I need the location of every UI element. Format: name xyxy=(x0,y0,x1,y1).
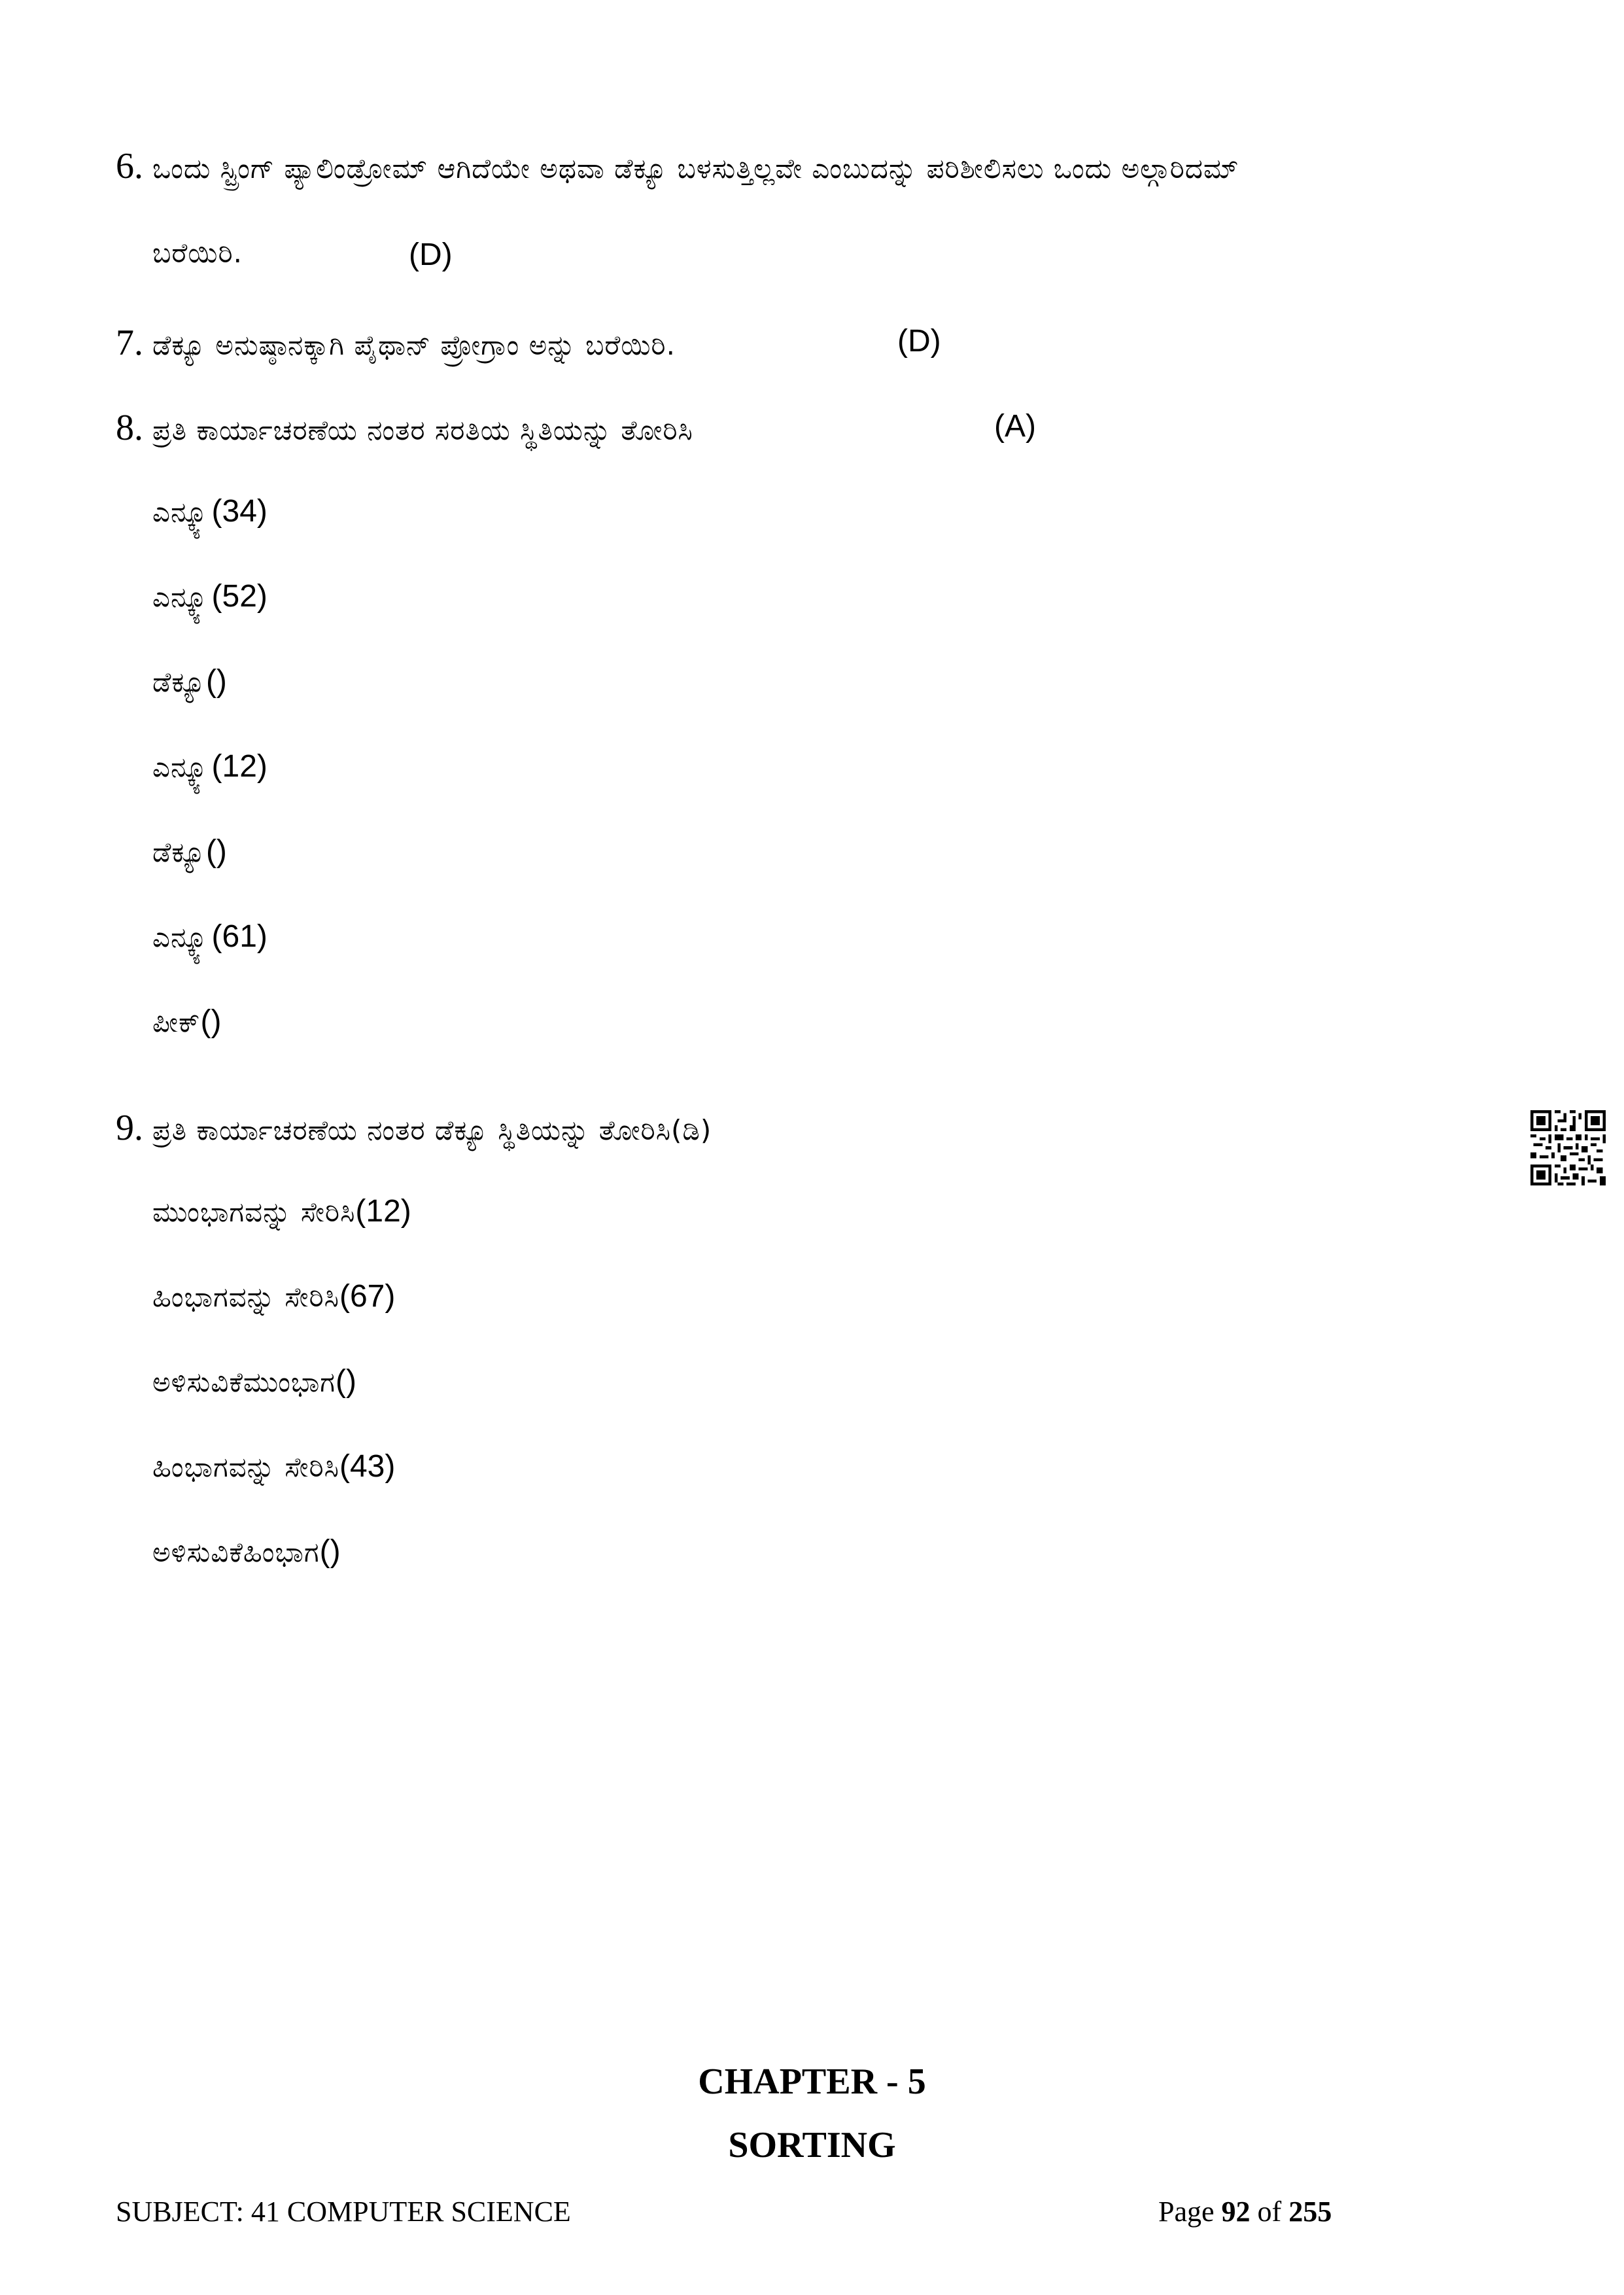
operation-item xyxy=(152,1278,395,1314)
operation-args: (61) xyxy=(211,919,268,954)
operation-args: (67) xyxy=(339,1279,396,1314)
operation-name: ಅಳಿಸುವಿಕೆಹಿಂಭಾಗ xyxy=(152,1536,320,1568)
operation-item xyxy=(152,493,268,529)
question-6 xyxy=(116,145,1239,187)
operation-args: () xyxy=(319,1534,341,1569)
operation-args: (52) xyxy=(211,579,268,614)
question-8 xyxy=(116,407,693,449)
chapter-heading: CHAPTER - 5 xyxy=(698,2061,926,2102)
question-6-continuation xyxy=(152,237,243,270)
operation-name: ಎನ್ಕ್ಯೂ xyxy=(152,581,212,613)
page-of: of xyxy=(1257,2196,1282,2228)
operation-name: ಡೆಕ್ಯೂ xyxy=(152,836,206,868)
operation-args: () xyxy=(205,664,227,699)
page-prefix: Page xyxy=(1158,2196,1215,2228)
difficulty-tag: (D) xyxy=(409,237,453,272)
operation-name: ಎನ್ಕ್ಯೂ xyxy=(152,921,212,953)
difficulty-tag: (D) xyxy=(897,324,941,359)
operation-item xyxy=(152,1193,411,1229)
question-9 xyxy=(116,1107,712,1149)
operation-name: ಪೀಕ್ xyxy=(152,1006,201,1038)
difficulty-tag: (A) xyxy=(994,409,1036,444)
operation-item xyxy=(152,1004,222,1040)
operation-args: () xyxy=(200,1004,222,1039)
question-text: ಪ್ರತಿ ಕಾರ್ಯಾಚರಣೆಯ ನಂತರ ಡೆಕ್ಯೂ ಸ್ಥಿತಿಯನ್ನು ತೋರಿಸಿ xyxy=(152,1114,672,1146)
operation-item xyxy=(152,1363,356,1399)
difficulty-tag: (ಡಿ) xyxy=(671,1114,712,1146)
question-number: 9. xyxy=(116,1108,143,1148)
chapter-title: SORTING xyxy=(728,2125,896,2165)
question-7 xyxy=(116,322,676,364)
operation-args: (12) xyxy=(211,749,268,784)
operation-name: ಡೆಕ್ಯೂ xyxy=(152,666,206,698)
operation-name: ಎನ್ಕ್ಯೂ xyxy=(152,496,212,528)
operation-item xyxy=(152,1448,395,1484)
operation-item xyxy=(152,833,227,869)
question-text: ಡೆಕ್ಯೂ ಅನುಷ್ಠಾನಕ್ಕಾಗಿ ಪೈಥಾನ್ ಪ್ರೋಗ್ರಾಂ ಅನ್ನು ಬರೆಯಿರಿ. xyxy=(152,329,676,361)
operation-args: (43) xyxy=(339,1449,396,1484)
operation-name: ಮುಂಭಾಗವನ್ನು ಸೇರಿಸಿ xyxy=(152,1196,356,1228)
question-text: ಒಂದು ಸ್ಟ್ರಿಂಗ್ ಪ್ಯಾಲಿಂಡ್ರೋಮ್ ಆಗಿದೆಯೇ ಅಥವಾ ಡೆಕ್ಯೂ ಬಳಸುತ್ತಿಲ್ಲವೇ ಎಂಬುದನ್ನು ಪರಿಶೀಲಿಸಲು ಒಂದು ಅಲ್ಗಾರಿದಮ್ xyxy=(152,152,1239,184)
operation-args: () xyxy=(205,834,227,869)
operation-name: ಅಳಿಸುವಿಕೆಮುಂಭಾಗ xyxy=(152,1366,336,1398)
footer-page-number xyxy=(1158,2195,1332,2228)
current-page: 92 xyxy=(1221,2196,1251,2228)
operation-args: (34) xyxy=(211,494,268,529)
operation-name: ಎನ್ಕ್ಯೂ xyxy=(152,751,212,783)
operation-item xyxy=(152,1533,341,1569)
operation-name: ಹಿಂಭಾಗವನ್ನು ಸೇರಿಸಿ xyxy=(152,1451,339,1483)
footer-subject: SUBJECT: 41 COMPUTER SCIENCE xyxy=(116,2196,571,2228)
operation-item xyxy=(152,663,227,699)
question-number: 6. xyxy=(116,146,143,186)
operation-name: ಹಿಂಭಾಗವನ್ನು ಸೇರಿಸಿ xyxy=(152,1281,339,1313)
total-pages: 255 xyxy=(1288,2196,1332,2228)
question-text: ಪ್ರತಿ ಕಾರ್ಯಾಚರಣೆಯ ನಂತರ ಸರತಿಯ ಸ್ಥಿತಿಯನ್ನು ತೋರಿಸಿ xyxy=(152,414,693,446)
question-text-line2: ಬರೆಯಿರಿ. xyxy=(152,237,243,269)
question-number: 8. xyxy=(116,408,143,448)
operation-item xyxy=(152,919,268,955)
operation-args: () xyxy=(336,1364,357,1399)
question-number: 7. xyxy=(116,323,143,363)
qr-code-icon[interactable] xyxy=(1530,1110,1606,1185)
operation-item xyxy=(152,748,268,784)
operation-args: (12) xyxy=(355,1194,411,1229)
operation-item xyxy=(152,578,268,614)
